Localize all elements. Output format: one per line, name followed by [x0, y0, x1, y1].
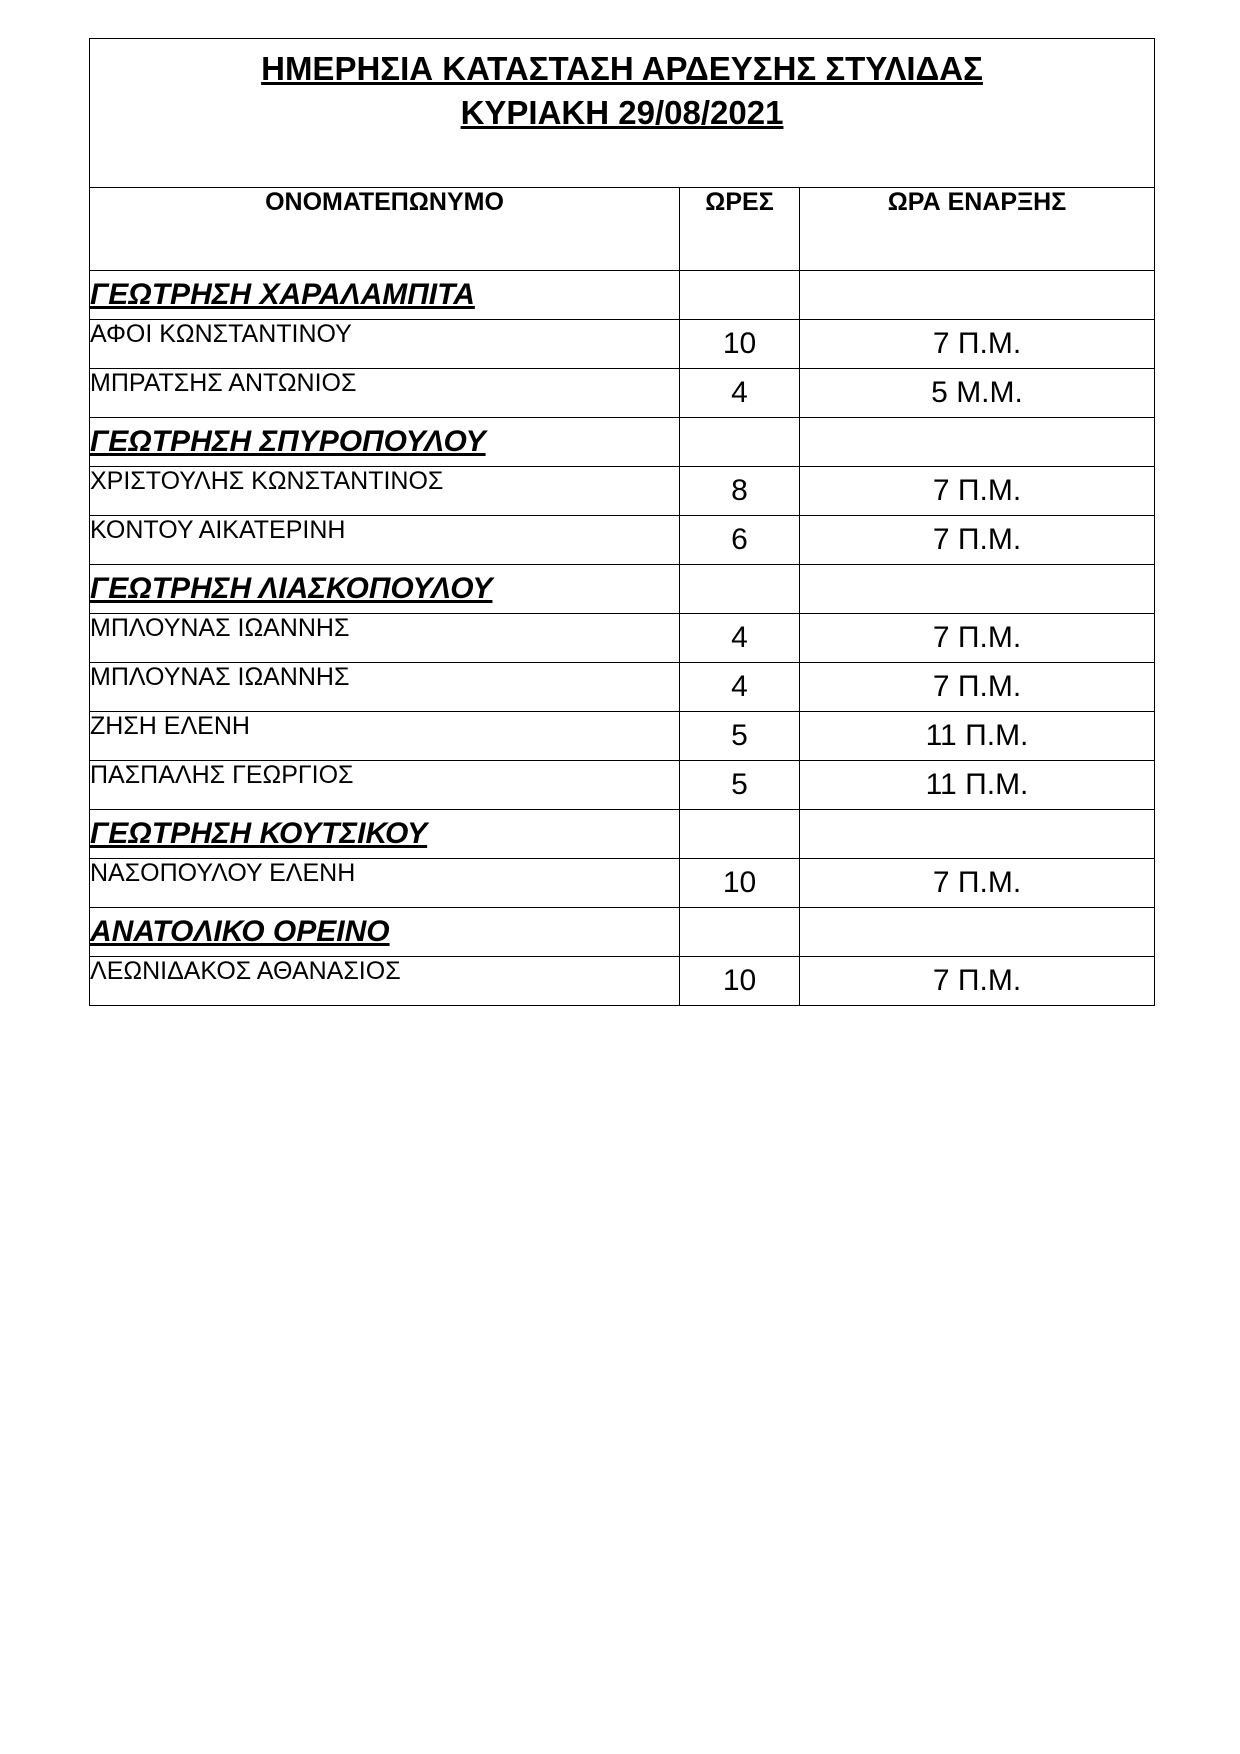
hours-cell: 5 [680, 712, 800, 761]
table-row [90, 859, 1155, 908]
table-row [90, 761, 1155, 810]
section-row [90, 908, 1155, 957]
empty-cell [800, 908, 1155, 957]
empty-cell [800, 418, 1155, 467]
start-time-cell: 7 Π.Μ. [800, 614, 1155, 663]
hours-cell: 10 [680, 320, 800, 369]
section-title: ΓΕΩΤΡΗΣΗ ΣΠΥΡΟΠΟΥΛΟΥ [90, 418, 680, 467]
hours-cell: 4 [680, 369, 800, 418]
hours-cell: 5 [680, 761, 800, 810]
column-header-name: ΟΝΟΜΑΤΕΠΩΝΥΜΟ [90, 188, 680, 271]
hours-cell: 4 [680, 663, 800, 712]
start-time-cell: 5 Μ.Μ. [800, 369, 1155, 418]
start-time-cell: 7 Π.Μ. [800, 467, 1155, 516]
section-row [90, 810, 1155, 859]
section-title: ΓΕΩΤΡΗΣΗ ΛΙΑΣΚΟΠΟΥΛΟΥ [90, 565, 680, 614]
section-row [90, 418, 1155, 467]
start-time-cell: 11 Π.Μ. [800, 712, 1155, 761]
section-title: ΓΕΩΤΡΗΣΗ ΧΑΡΑΛΑΜΠΙΤΑ [90, 271, 680, 320]
title-row [90, 39, 1155, 188]
table-row [90, 957, 1155, 1006]
table-row [90, 663, 1155, 712]
start-time-cell: 7 Π.Μ. [800, 859, 1155, 908]
table-row [90, 320, 1155, 369]
section-title: ΑΝΑΤΟΛΙΚΟ ΟΡΕΙΝΟ [90, 908, 680, 957]
farmer-name-cell: ΖΗΣΗ ΕΛΕΝΗ [90, 712, 680, 761]
empty-cell [800, 565, 1155, 614]
hours-cell: 6 [680, 516, 800, 565]
table-body [90, 271, 1155, 1006]
section-row [90, 271, 1155, 320]
farmer-name-cell: ΧΡΙΣΤΟΥΛΗΣ ΚΩΝΣΤΑΝΤΙΝΟΣ [90, 467, 680, 516]
empty-cell [800, 271, 1155, 320]
farmer-name-cell: ΜΠΡΑΤΣΗΣ ΑΝΤΩΝΙΟΣ [90, 369, 680, 418]
title-cell [90, 39, 1155, 188]
farmer-name-cell: ΠΑΣΠΑΛΗΣ ΓΕΩΡΓΙΟΣ [90, 761, 680, 810]
column-header-row [90, 188, 1155, 271]
farmer-name-cell: ΑΦΟΙ ΚΩΝΣΤΑΝΤΙΝΟΥ [90, 320, 680, 369]
section-row [90, 565, 1155, 614]
document-date: ΚΥΡΙΑΚΗ 29/08/2021 [460, 94, 784, 131]
table-row [90, 614, 1155, 663]
start-time-cell: 11 Π.Μ. [800, 761, 1155, 810]
irrigation-schedule-table [89, 38, 1155, 1006]
start-time-cell: 7 Π.Μ. [800, 516, 1155, 565]
start-time-cell: 7 Π.Μ. [800, 957, 1155, 1006]
start-time-cell: 7 Π.Μ. [800, 663, 1155, 712]
table-row [90, 516, 1155, 565]
empty-cell [680, 565, 800, 614]
hours-cell: 4 [680, 614, 800, 663]
table-row [90, 467, 1155, 516]
farmer-name-cell: ΜΠΛΟΥΝΑΣ ΙΩΑΝΝΗΣ [90, 614, 680, 663]
column-header-hours: ΩΡΕΣ [680, 188, 800, 271]
farmer-name-cell: ΛΕΩΝΙΔΑΚΟΣ ΑΘΑΝΑΣΙΟΣ [90, 957, 680, 1006]
farmer-name-cell: ΜΠΛΟΥΝΑΣ ΙΩΑΝΝΗΣ [90, 663, 680, 712]
section-title: ΓΕΩΤΡΗΣΗ ΚΟΥΤΣΙΚΟΥ [90, 810, 680, 859]
hours-cell: 8 [680, 467, 800, 516]
document-title: ΗΜΕΡΗΣΙΑ ΚΑΤΑΣΤΑΣΗ ΑΡΔΕΥΣΗΣ ΣΤΥΛΙΔΑΣ [261, 50, 983, 87]
table-row [90, 712, 1155, 761]
hours-cell: 10 [680, 859, 800, 908]
table-row [90, 369, 1155, 418]
farmer-name-cell: ΚΟΝΤΟΥ ΑΙΚΑΤΕΡΙΝΗ [90, 516, 680, 565]
column-header-start: ΩΡΑ ΕΝΑΡΞΗΣ [800, 188, 1155, 271]
hours-cell: 10 [680, 957, 800, 1006]
empty-cell [680, 810, 800, 859]
empty-cell [680, 908, 800, 957]
farmer-name-cell: ΝΑΣΟΠΟΥΛΟΥ ΕΛΕΝΗ [90, 859, 680, 908]
empty-cell [680, 271, 800, 320]
start-time-cell: 7 Π.Μ. [800, 320, 1155, 369]
empty-cell [680, 418, 800, 467]
empty-cell [800, 810, 1155, 859]
